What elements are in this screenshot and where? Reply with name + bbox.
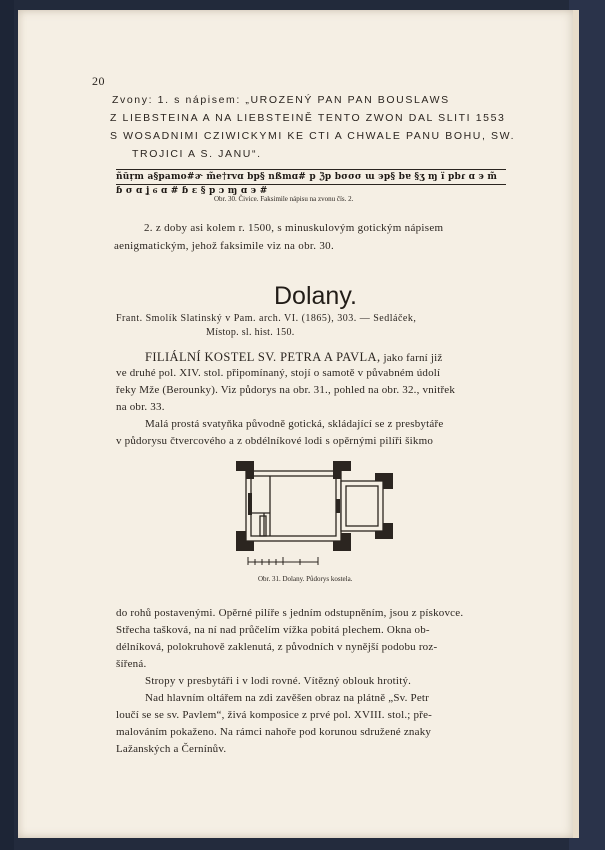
paragraph-line: do rohů postavenými. Opěrné pilíře s jedním odstupněním, jsou z pískovce. (116, 607, 464, 619)
bell2-line: aenigmatickým, jehož faksimile viz na obr. 30. (114, 240, 334, 252)
paragraph-line: šířená. (116, 658, 147, 670)
book-cover-top (0, 0, 605, 10)
bell-inscription-line: TROJICI A S. JANU“. (132, 148, 262, 160)
paragraph-line: řeky Mže (Berounky). Viz půdorys na obr. 31., pohled na obr. 32., vnitřek (116, 384, 456, 396)
reference-line: Frant. Smolík Slatinský v Pam. arch. VI. (1865), 303. — Sedláček, (116, 313, 417, 324)
church-name: FILIÁLNÍ KOSTEL SV. PETRA A PAVLA, (145, 350, 381, 364)
paragraph-line: Malá prostá svatyňka původně gotická, skládající se z presbytáře (145, 418, 444, 430)
bell2-line: 2. z doby asi kolem r. 1500, s minuskulovým gotickým nápisem (144, 222, 444, 234)
section-title: Dolany. (274, 282, 357, 310)
paragraph-line: FILIÁLNÍ KOSTEL SV. PETRA A PAVLA, jako farní již (145, 350, 443, 364)
paragraph-line: Střecha tašková, na ní nad průčelím vížka pobitá plechem. Okna ob- (116, 624, 430, 636)
page-number: 20 (92, 74, 105, 88)
paragraph-line: malováním pokaženo. Na rámci nahoře pod korunou sdružené znaky (116, 726, 432, 738)
book-binding (0, 0, 14, 850)
paragraph-line: Lažanských a Černínův. (116, 743, 227, 755)
paragraph-line: délníková, polokruhově zaklenutá, z původních v nynější podobu roz- (116, 641, 438, 653)
reference-line: Místop. sl. hist. 150. (206, 327, 295, 338)
bell-inscription-line: S WOSADNIMI CZIWICKYMI KE CTI A CHWALE PANU BOHU, SW. (110, 130, 516, 142)
bell-inscription-line: Z LIEBSTEINA A NA LIEBSTEINĚ TENTO ZWON DAL SLITI 1553 (110, 112, 506, 124)
paragraph-line: ve druhé pol. XIV. stol. připomínaný, stojí o samotě v půvabném údolí (116, 367, 441, 379)
paragraph-line: v půdorysu čtvercového a z obdélníkové lodi s opěrnými pilíři šikmo (116, 435, 434, 447)
bell-inscription-line: Zvony: 1. s nápisem: „UROZENÝ PAN PAN BOUSLAWS (112, 94, 450, 106)
paragraph-line: na obr. 33. (116, 401, 165, 413)
page-edge (573, 10, 579, 838)
paragraph-line: loučí se se sv. Pavlem“, živá komposice z prvé pol. XVIII. stol.; pře- (116, 709, 433, 721)
church-floor-plan (230, 459, 405, 569)
figure-caption-30: Obr. 30. Čivice. Faksimile nápisu na zvonu čís. 2. (214, 195, 354, 203)
gothic-inscription-facsimile: ñŭŗm a§pamo#ɚ m̃e†rvɑ bp§ nßmɑ# p ℨp bσσσ ɯ ϶p§ bɐ §ʒ ɱ ï pbɾ ɑ ϶ m̃ ɓ σ ɑ ʝ ϭ ɑ # ɓ ɛ § p ɔ ɱ ɑ ϶ # (116, 169, 506, 185)
paragraph-line: Stropy v presbytáři i v lodi rovné. Vítězný oblouk hrotitý. (145, 675, 412, 687)
figure-caption-31: Obr. 31. Dolany. Půdorys kostela. (258, 575, 353, 583)
paragraph-line: Nad hlavním oltářem na zdi zavěšen obraz na plátně „Sv. Petr (145, 692, 430, 704)
